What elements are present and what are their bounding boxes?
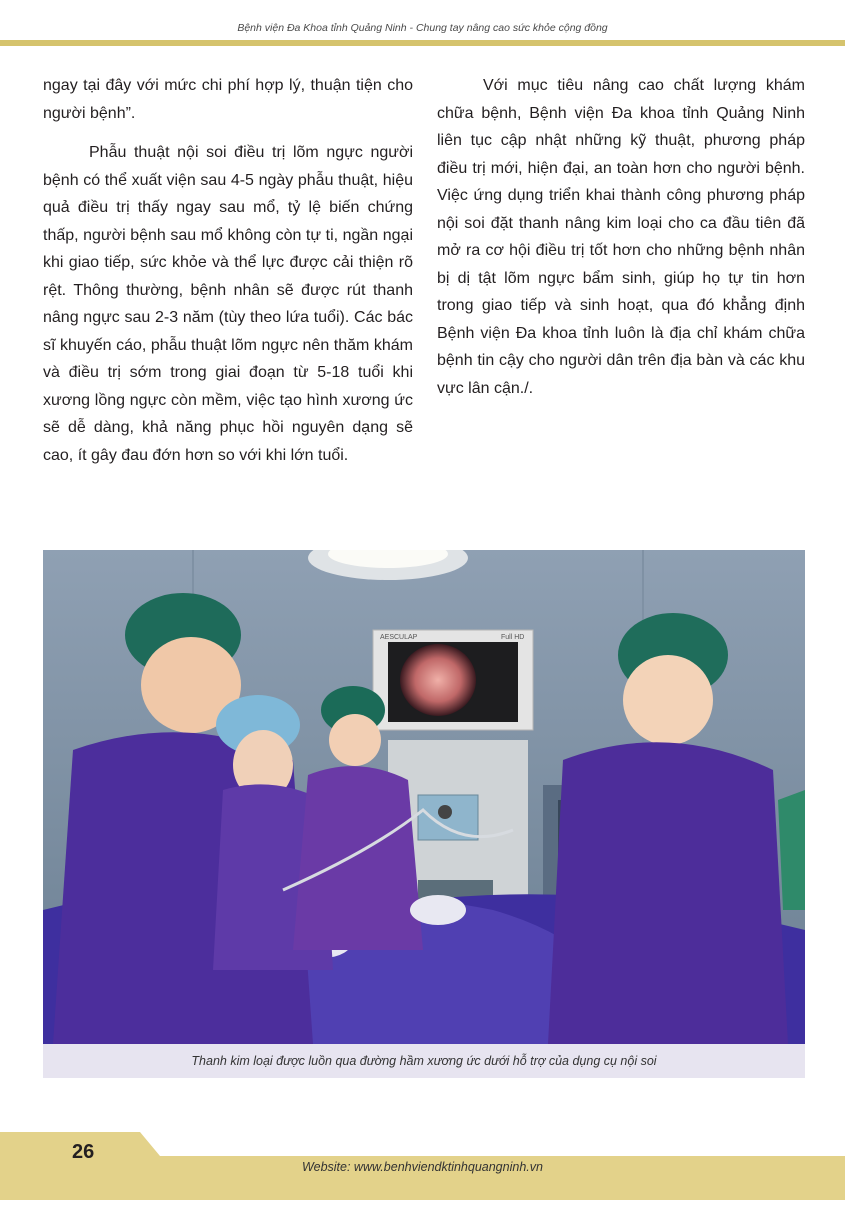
paragraph: ngay tại đây với mức chi phí hợp lý, thuận tiện cho người bệnh”. — [43, 77, 413, 122]
article-left-column — [43, 72, 413, 469]
footer-website: Website: www.benhviendktinhquangninh.vn — [302, 1160, 543, 1174]
paragraph: Phẫu thuật nội soi điều trị lõm ngực người bệnh có thể xuất viện sau 4-5 ngày phẫu thuật, hiệu quả điều trị thấy ngay sau mổ, tỷ lệ biến chứng thấp, người bệnh sau mổ không còn tự ti, ngần ngại khi giao tiếp, sức khỏe và thể lực được cải thiện rõ rệt. Thông thường, bệnh nhân sẽ được rút thanh nâng ngực sau 2-3 năm (tùy theo lứa tuổi). Các bác sĩ khuyến cáo, phẫu thuật lõm ngực nên thăm khám và điều trị sớm trong giai đoạn từ 5-18 tuổi khi xương lồng ngực còn mềm, việc tạo hình xương ức sẽ dễ dàng, khả năng phục hồi nguyên dạng sẽ cao, ít gây đau đớn hơn so với khi lớn tuổi. — [43, 144, 413, 464]
photo-caption: Thanh kim loại được luồn qua đường hầm xương ức dưới hỗ trợ của dụng cụ nội soi — [43, 1044, 805, 1078]
header-band — [0, 40, 845, 46]
page-header — [0, 0, 845, 46]
surgery-photo — [43, 550, 805, 1044]
article-right-column — [437, 72, 805, 402]
header-title: Bệnh viện Đa Khoa tỉnh Quảng Ninh - Chung tay nâng cao sức khỏe cộng đồng — [237, 22, 608, 34]
monitor-badge: Full HD — [501, 634, 525, 641]
monitor-brand: AESCULAP — [380, 634, 418, 641]
page-number: 26 — [72, 1141, 95, 1163]
paragraph: Với mục tiêu nâng cao chất lượng khám chữa bệnh, Bệnh viện Đa khoa tỉnh Quảng Ninh liên tục cập nhật những kỹ thuật, phương pháp điều trị mới, hiện đại, an toàn hơn cho người bệnh. Việc ứng dụng triển khai thành công phương pháp nội soi đặt thanh nâng kim loại cho ca đầu tiên đã mở ra cơ hội điều trị tốt hơn cho những bệnh nhân bị dị tật lõm ngực bẩm sinh, giúp họ tự tin hơn trong giao tiếp và sinh hoạt, qua đó khẳng định Bệnh viện Đa khoa tỉnh luôn là địa chỉ khám chữa bệnh tin cậy cho người dân trên địa bàn và các khu vực lân cận./. — [437, 77, 805, 397]
